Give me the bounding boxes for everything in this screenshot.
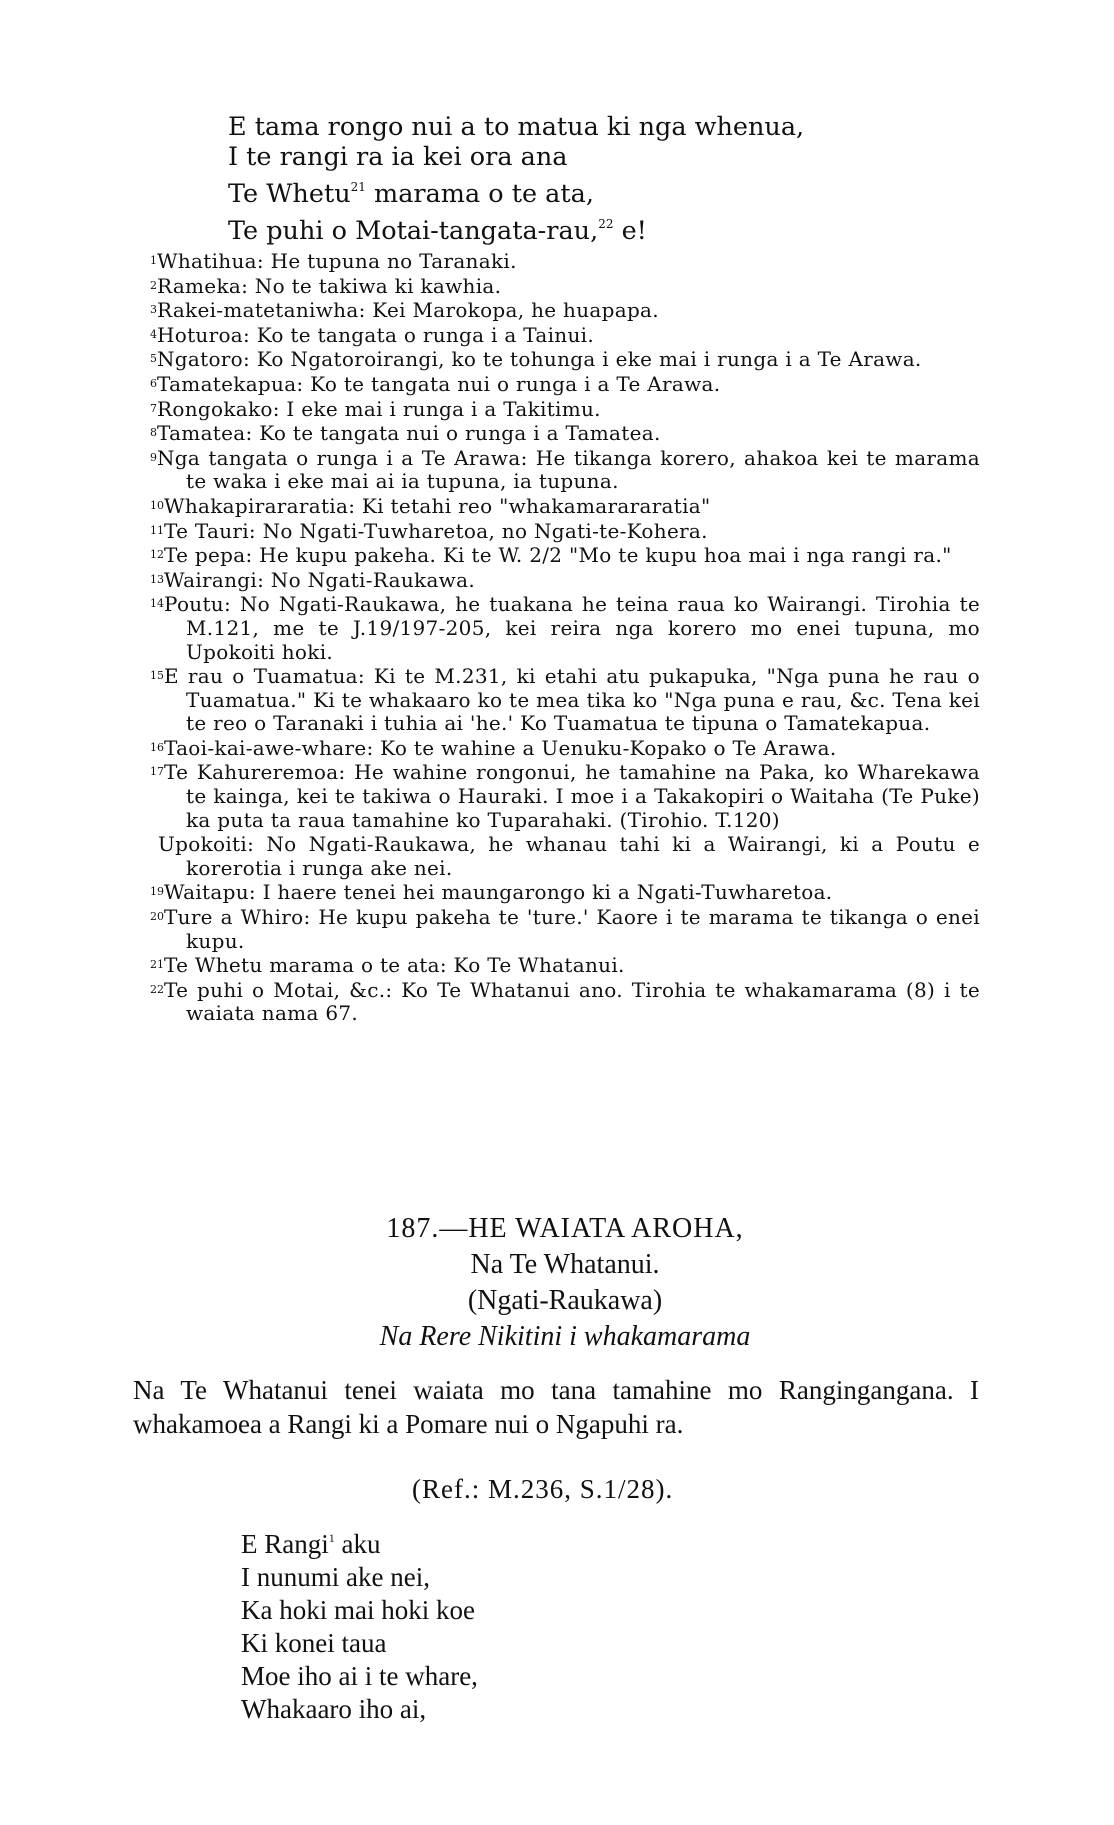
footnote: $^{10}$Whakapirararatia: Ki tetahi reo "whakamarararatia" bbox=[150, 493, 711, 518]
footnote: $^{11}$Te Tauri: No Ngati-Tuwharetoa, no Ngati-te-Kohera. bbox=[150, 518, 708, 543]
verse-line: I te rangi ra ia kei ora ana bbox=[228, 142, 568, 172]
footnote: $^{15}$E rau o Tuamatua: Ki te M.231, ki etahi atu pukapuka, "Nga puna he rau o Tuamatua." Ki te whakaaro ko te mea tika ko "Nga puna e rau, &c. Tena kei te reo o Taranaki i tuhia ai 'he.' Ko Tuamatua te tipuna o Tamatekapua. bbox=[150, 664, 980, 736]
footnote: $^{22}$Te puhi o Motai, &c.: Ko Te Whatanui ano. Tirohia te whakamarama (8) i te waiata nama 67. bbox=[150, 977, 980, 1026]
footnote: $^{17}$Te Kahureremoa: He wahine rongonui, he tamahine na Paka, ko Wharekawa te kainga, kei te takiwa o Hauraki. I moe i a Takakopiri o Waitaha (Te Puke) ka puta ta raua tamahine ko Tuparahaki. (Tirohio. T.120) bbox=[150, 760, 980, 832]
lyric-line: I nunumi ake nei, bbox=[241, 1562, 430, 1592]
footnote: $^8$Tamatea: Ko te tangata nui o runga i a Tamatea. bbox=[150, 421, 661, 446]
verse-block bbox=[228, 112, 804, 246]
footnote: $^9$Nga tangata o runga i a Te Arawa: He tikanga korero, ahakoa kei te marama te waka i eke mai ai ia tupuna, ia tupuna. bbox=[150, 445, 980, 494]
song-tribe: (Ngati-Raukawa) bbox=[467, 1285, 663, 1316]
lyric-line: Ki konei taua bbox=[241, 1628, 387, 1658]
footnote: $^2$Rameka: No te takiwa ki kawhia. bbox=[150, 273, 502, 298]
song-title: 187.—HE WAIATA AROHA, bbox=[386, 1213, 744, 1244]
lyric-line: Whakaaro iho ai, bbox=[241, 1694, 427, 1724]
lyric-line: Moe iho ai i te whare, bbox=[241, 1661, 478, 1691]
verse-line: Te puhi o Motai-tangata-rau,$^{22}$ e! bbox=[228, 216, 647, 246]
footnote: $^3$Rakei-matetaniwha: Kei Marokopa, he huapapa. bbox=[150, 298, 659, 323]
footnote: $^4$Hoturoa: Ko te tangata o runga i a Tainui. bbox=[150, 322, 595, 347]
footnote: $^{21}$Te Whetu marama o te ata: Ko Te Whatanui. bbox=[150, 953, 625, 978]
footnote: $^{20}$Ture a Whiro: He kupu pakeha te 'ture.' Kaore i te marama te tikanga o enei kupu. bbox=[150, 905, 980, 953]
footnote: $^{19}$Waitapu: I haere tenei hei maungarongo ki a Ngati-Tuwharetoa. bbox=[150, 880, 833, 905]
footnote: Upokoiti: No Ngati-Raukawa, he whanau tahi ki a Wairangi, ki a Poutu e korerotia i runga ake nei. bbox=[158, 832, 980, 880]
lyric-line: Ka hoki mai hoki koe bbox=[241, 1595, 475, 1625]
song-heading bbox=[150, 1211, 980, 1355]
footnote: $^{12}$Te pepa: He kupu pakeha. Ki te W. 2/2 "Mo te kupu hoa mai i nga rangi ra." bbox=[150, 543, 952, 568]
footnote: $^{16}$Taoi-kai-awe-whare: Ko te wahine a Uenuku-Kopako o Te Arawa. bbox=[150, 735, 837, 760]
footnote: $^1$Whatihua: He tupuna no Taranaki. bbox=[150, 249, 517, 273]
footnote: $^{14}$Poutu: No Ngati-Raukawa, he tuakana he teina raua ko Wairangi. Tirohia te M.121, me te J.19/197-205, kei reira nga korero mo enei tupuna, mo Upokoiti hoki. bbox=[150, 592, 980, 664]
footnote: $^7$Rongokako: I eke mai i runga i a Takitimu. bbox=[150, 396, 601, 421]
song-translator: Na Rere Nikitini i whakamarama bbox=[379, 1321, 751, 1352]
footnote: $^6$Tamatekapua: Ko te tangata nui o runga i a Te Arawa. bbox=[150, 371, 721, 396]
verse-line: Te Whetu$^{21}$ marama o te ata, bbox=[228, 179, 594, 209]
footnote: $^5$Ngatoro: Ko Ngatoroirangi, ko te tohunga i eke mai i runga i a Te Arawa. bbox=[150, 347, 922, 372]
lyric-line: E Rangi$^1$ aku bbox=[241, 1529, 381, 1559]
song-intro: Na Te Whatanui tenei waiata mo tana tamahine mo Rangingangana. I whakamoea a Rangi ki a Pomare nui o Ngapuhi ra. bbox=[133, 1375, 979, 1439]
song-reference: (Ref.: M.236, S.1/28). bbox=[412, 1474, 674, 1504]
song-lyrics bbox=[241, 1522, 478, 1726]
song-author: Na Te Whatanui. bbox=[470, 1249, 660, 1280]
footnote: $^{13}$Wairangi: No Ngati-Raukawa. bbox=[150, 567, 475, 592]
verse-line: E tama rongo nui a to matua ki nga whenua, bbox=[228, 112, 805, 142]
footnotes bbox=[150, 249, 980, 1026]
